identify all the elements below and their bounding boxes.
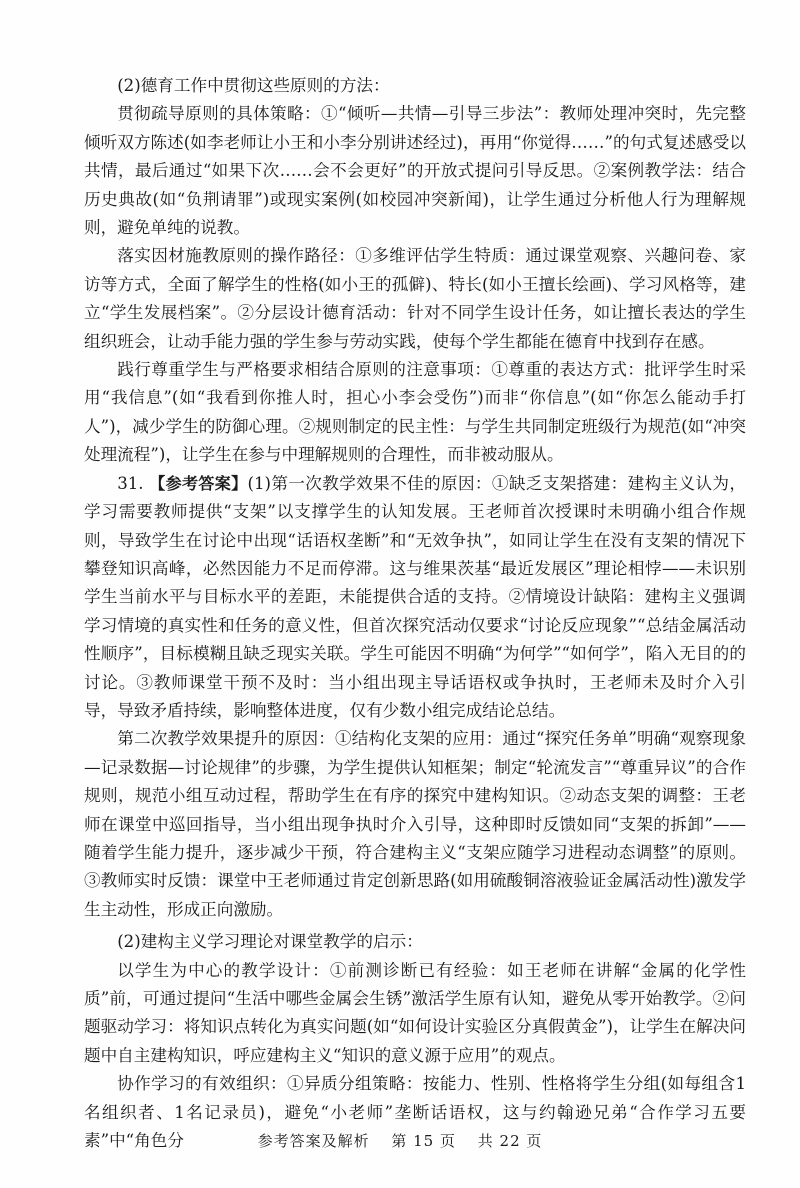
- reference-answer-label: 【参考答案】: [149, 473, 248, 493]
- paragraph-constructivism-heading: (2)建构主义学习理论对课堂教学的启示：: [117, 932, 423, 952]
- page-footer: [0, 1130, 800, 1151]
- footer-page-number: 第 15 页: [391, 1132, 456, 1150]
- footer-title: 参考答案及解析: [257, 1132, 370, 1150]
- paragraph-student-centered-design: 以学生为中心的教学设计：①前测诊断已有经验：如王老师在讲解“金属的化学性质”前，可通过提问“生活中哪些金属会生锈”激活学生原有认知，避免从零开始教学。②问题驱动学习：将知识点转化为真实问题(如“如何设计实验区分真假黄金”)，让学生在解决问题中自主建构知识，呼应建构主义“知识的意义源于应用”的观点。: [84, 960, 746, 1065]
- paragraph-respect-and-strictness: 践行尊重学生与严格要求相结合原则的注意事项：①尊重的表达方式：批评学生时采用“我信息”(如“我看到你推人时，担心小李会受伤”)而非“你信息”(如“你怎么能动手打人”)，减少学生的防御心理。②规则制定的民主性：与学生共同制定班级行为规范(如“冲突处理流程”)，让学生在参与中理解规则的合理性，而非被动服从。: [84, 360, 746, 465]
- paragraph-moral-methods-heading: (2)德育工作中贯彻这些原则的方法：: [117, 76, 390, 95]
- question-number: 31.: [117, 473, 144, 493]
- paragraph-individualized-teaching: 落实因材施教原则的操作路径：①多维评估学生特质：通过课堂观察、兴趣问卷、家访等方式，全面了解学生的性格(如小王的孤僻)、特长(如小王擅长绘画)、学习风格等，建立“学生发展档案”。②分层设计德育活动：针对不同学生设计任务，如让擅长表达的学生组织班会，让动手能力强的学生参与劳动实践，使每个学生都能在德育中找到存在感。: [84, 246, 746, 351]
- paragraph-question-31: [84, 470, 746, 726]
- paragraph-cooperative-learning: 协作学习的有效组织：①异质分组策略：按能力、性别、性格将学生分组(如每组含1名组织者、1名记录员)，避免“小老师”垄断话语权，这与约翰逊兄弟“合作学习五要素”中“角色分: [84, 1074, 746, 1151]
- paragraph-guidance-strategy: 贯彻疏导原则的具体策略：①“倾听—共情—引导三步法”：教师处理冲突时，先完整倾听双方陈述(如李老师让小王和小李分别讲述经过)，再用“你觉得……”的句式复述感受以共情，最后通过“如果下次……会不会更好”的开放式提问引导反思。②案例教学法：结合历史典故(如“负荆请罪”)或现实案例(如校园冲突新闻)，让学生通过分析他人行为理解规则，避免单纯的说教。: [84, 104, 746, 238]
- answer-body: [84, 72, 746, 1155]
- paragraph-second-lesson-reasons: 第二次教学效果提升的原因：①结构化支架的应用：通过“探究任务单”明确“观察现象—记录数据—讨论规律”的步骤，为学生提供认知框架；制定“轮流发言”“尊重异议”的合作规则，规范小组互动过程，帮助学生在有序的探究中建构知识。②动态支架的调整：王老师在课堂中巡回指导，当小组出现争执时介入引导，这种即时反馈如同“支架的拆卸”——随着学生能力提升，逐步减少干预，符合建构主义“支架应随学习进程动态调整”的原则。③教师实时反馈：课堂中王老师通过肯定创新思路(如用硫酸铜溶液验证金属活动性)激发学生主动性，形成正向激励。: [84, 729, 746, 919]
- footer-total-pages: 共 22 页: [477, 1132, 543, 1150]
- question-31-answer-text: (1)第一次教学效果不佳的原因：①缺乏支架搭建：建构主义认为，学习需要教师提供“支架”以支撑学生的认知发展。王老师首次授课时未明确小组合作规则，导致学生在讨论中出现“话语权垄断”和“无效争执”，如同让学生在没有支架的情况下攀登知识高峰，必然因能力不足而停滞。这与维果茨基“最近发展区”理论相悖——未识别学生当前水平与目标水平的差距，未能提供合适的支持。②情境设计缺陷：建构主义强调学习情境的真实性和任务的意义性，但首次探究活动仅要求“讨论反应现象”“总结金属活动性顺序”，目标模糊且缺乏现实关联。学生可能因不明确“为何学”“如何学”，陷入无目的的讨论。③教师课堂干预不及时：当小组出现主导话语权或争执时，王老师未及时介入引导，导致矛盾持续，影响整体进度，仅有少数小组完成结论总结。: [84, 473, 746, 720]
